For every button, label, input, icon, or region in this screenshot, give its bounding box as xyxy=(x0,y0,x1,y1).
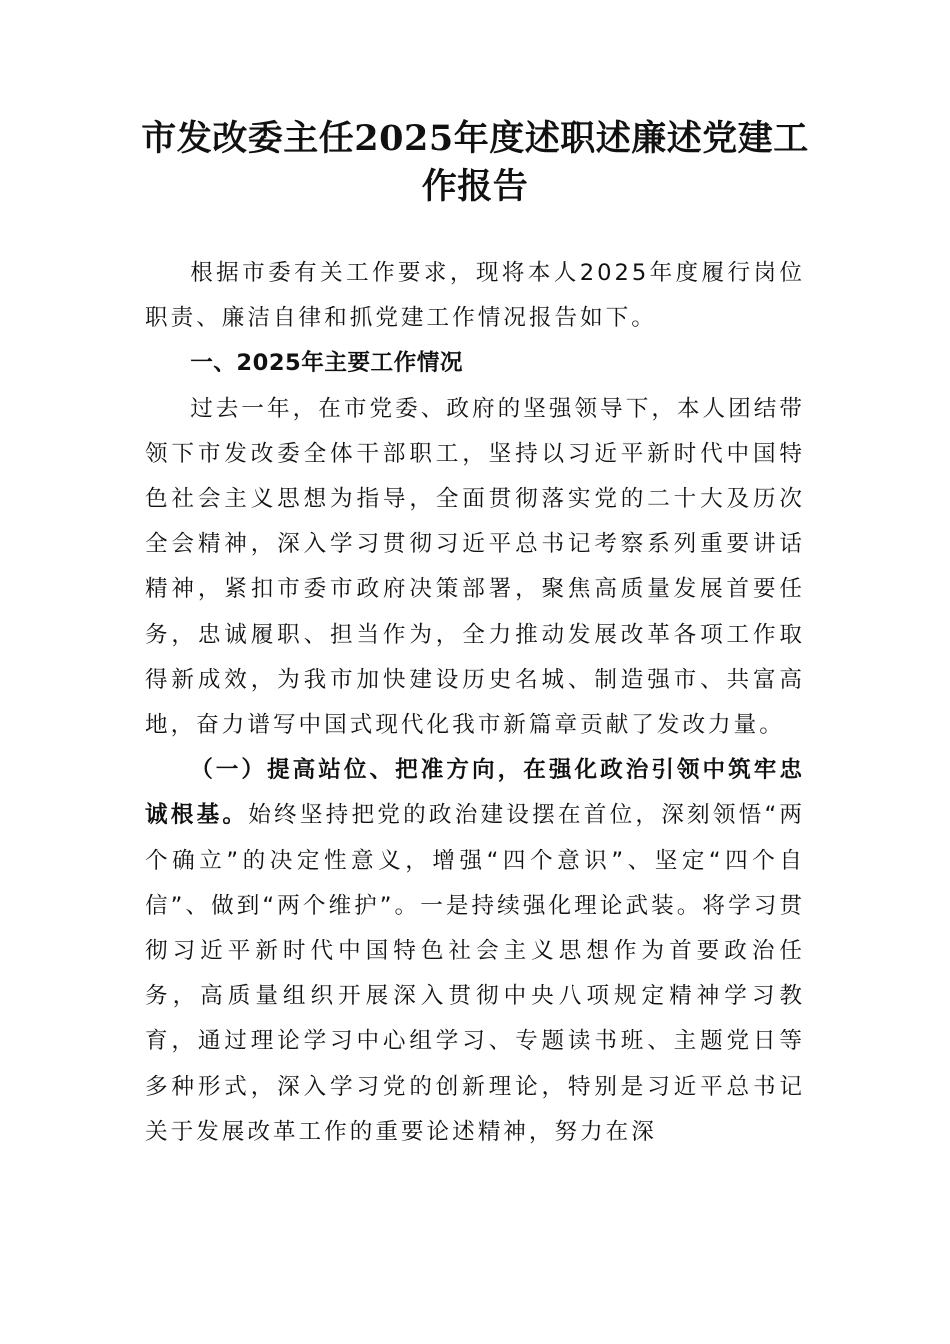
document-body xyxy=(145,251,805,1155)
document-title: 市发改委主任2025年度述职述廉述党建工作报告 xyxy=(141,118,809,207)
section-heading: 一、2025年主要工作情况 xyxy=(190,350,463,377)
subsection-paragraph xyxy=(145,748,805,1155)
subsection-lead: （一）提高站位、把准方向，在强化政治引领中筑牢忠诚根基。 xyxy=(145,757,805,829)
subsection-body: 始终坚持把党的政治建设摆在首位，深刻领悟“两个确立”的决定性意义，增强“四个意识”、坚定“四个自信”、做到“两个维护”。一是持续强化理论武装。将学习贯彻习近平新时代中国特色社会主义思想作为首要政治任务，高质量组织开展深入贯彻中央八项规定精神学习教育，通过理论学习中心组学习、专题读书班、主题党日等多种形式，深入学习党的创新理论，特别是习近平总书记关于发展改革工作的重要论述精神，努力在深 xyxy=(145,802,805,1145)
intro-paragraph: 根据市委有关工作要求，现将本人2025年度履行岗位职责、廉洁自律和抓党建工作情况报告如下。 xyxy=(145,260,805,332)
section-paragraph: 过去一年，在市党委、政府的坚强领导下，本人团结带领下市发改委全体干部职工，坚持以习近平新时代中国特色社会主义思想为指导，全面贯彻落实党的二十大及历次全会精神，深入学习贯彻习近平总书记考察系列重要讲话精神，紧扣市委市政府决策部署，聚焦高质量发展首要任务，忠诚履职、担当作为，全力推动发展改革各项工作取得新成效，为我市加快建设历史名城、制造强市、共富高地，奋力谱写中国式现代化我市新篇章贡献了发改力量。 xyxy=(145,395,805,739)
